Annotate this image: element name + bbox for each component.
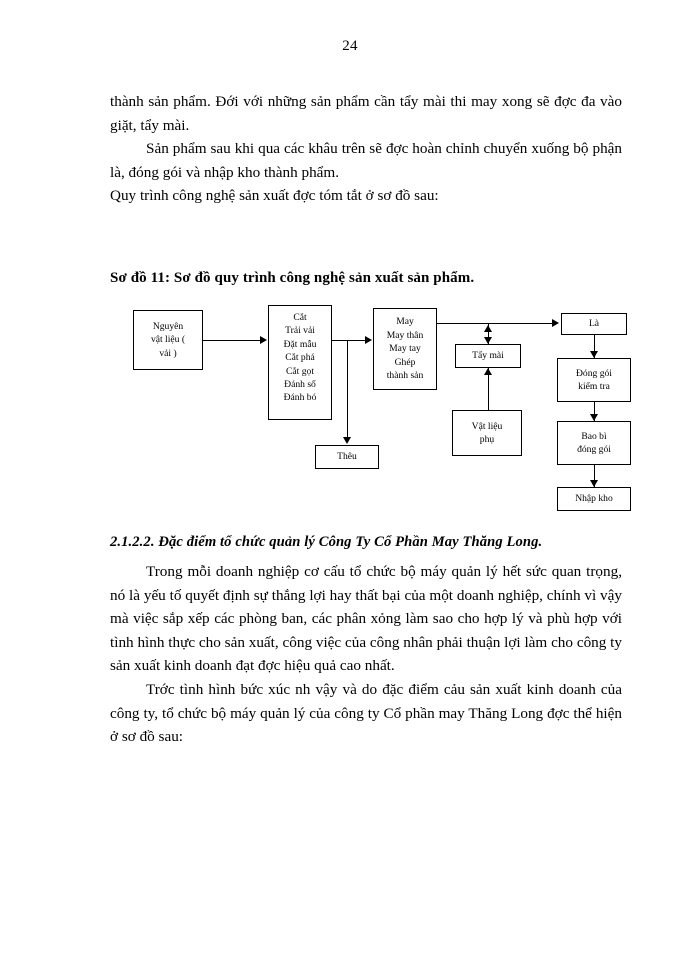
node-line: May thân <box>386 329 424 341</box>
node-line: Trải vải <box>285 325 315 337</box>
paragraph-2: Sản phẩm sau khi qua các khâu trên sẽ đợc hoàn chỉnh chuyển xuống bộ phận là, đóng gói và nhập kho thành phẩm. <box>110 140 622 181</box>
diagram-node-warehouse <box>557 487 631 511</box>
connector-aux-to-wash <box>488 368 489 410</box>
arrowhead-pack-to-box <box>590 414 598 421</box>
node-line: phụ <box>479 434 495 445</box>
node-line: Đánh số <box>284 379 316 391</box>
diagram-node-box-packing <box>557 421 631 465</box>
connector-box-to-store <box>594 465 595 487</box>
connector-pack-to-box <box>594 402 595 421</box>
node-line: vải ) <box>159 347 177 359</box>
node-line: Bao bì <box>581 430 607 442</box>
arrowhead-down-to-wash <box>484 337 492 344</box>
diagram-node-raw-material <box>133 310 203 370</box>
node-line: Thêu <box>337 451 357 463</box>
top-text-block <box>110 90 622 208</box>
node-line: Cắt phá <box>285 352 315 364</box>
connector-cut-to-embroidery <box>347 340 348 438</box>
node-line: Nhập kho <box>575 493 613 505</box>
arrowhead-box-to-store <box>590 480 598 487</box>
paragraph-1: thành sản phẩm. Đới với những sản phẩm cần tẩy mài thi may xong sẽ đợc đa vào giặt, tẩy mài. <box>110 93 622 134</box>
paragraph-4: Trong mỗi doanh nghiệp cơ cấu tổ chức bộ máy quản lý hết sức quan trọng, nó là yếu tố quyết định sự thắng lợi hay thất bại của một doanh nghiệp, chính vì vậy mà việc sắp xếp các phòng ban, các phân xỏng làm sao cho hợp lý và phù hợp với tình hình thực cho sản xuất, công việc của công nhân phải thuận lợi làm cho công ty sản xuất kinh doanh đạt đợc hiệu quả cao nhất. <box>110 563 622 675</box>
node-line: kiểm tra <box>578 381 610 392</box>
arrowhead-sew-to-iron <box>552 319 559 327</box>
diagram-node-embroidery <box>315 445 379 469</box>
section-heading: 2.1.2.2. Đặc điểm tổ chức quản lý Công Ty Cổ Phần May Thăng Long. <box>110 534 543 550</box>
node-line: Đóng gói <box>576 367 612 379</box>
diagram-caption: Sơ đồ 11: Sơ đồ quy trình công nghệ sản xuất sản phẩm. <box>110 270 475 286</box>
diagram-node-cutting <box>268 305 332 420</box>
arrowhead-up-from-wash <box>484 325 492 332</box>
arrowhead-cut-to-sew <box>365 336 372 344</box>
node-line: Ghép <box>394 356 416 368</box>
node-line: May <box>396 316 414 328</box>
connector-sew-to-iron <box>437 323 553 324</box>
arrowhead-iron-to-pack <box>590 351 598 358</box>
node-line: May tay <box>389 343 421 355</box>
diagram-node-sewing <box>373 308 437 390</box>
node-line: Vật liệu <box>471 420 503 432</box>
node-line: Nguyên <box>152 320 184 332</box>
connector-raw-to-cut <box>203 340 261 341</box>
node-line: Đánh bó <box>283 392 317 404</box>
arrowhead-aux-to-wash <box>484 368 492 375</box>
diagram-node-auxiliary-material <box>452 410 522 456</box>
arrowhead-raw-to-cut <box>260 336 267 344</box>
node-line: Tẩy mài <box>472 350 504 362</box>
page-number: 24 <box>342 38 358 54</box>
node-line: Là <box>588 318 600 330</box>
node-line: Cắt <box>293 312 307 323</box>
diagram-node-ironing <box>561 313 627 335</box>
diagram-node-washing <box>455 344 521 368</box>
paragraph-5: Trớc tình hình bức xúc nh vậy và do đặc điểm cảu sản xuất kinh doanh của công ty, tổ chức bộ máy quản lý của công ty Cổ phần may Thăng Long đợc thể hiện ở sơ đồ sau: <box>110 680 622 746</box>
node-line: vật liệu ( <box>150 334 186 346</box>
paragraph-3: Quy trình công nghệ sản xuất đợc tóm tắt ở sơ đồ sau: <box>110 187 439 205</box>
arrowhead-cut-to-embroidery <box>343 437 351 444</box>
bottom-text-block <box>110 560 622 749</box>
node-line: Cắt gọt <box>286 365 314 377</box>
node-line: đóng gói <box>577 444 611 455</box>
node-line: Đặt mẫu <box>283 338 317 350</box>
diagram-node-packing-check <box>557 358 631 402</box>
connector-iron-to-pack <box>594 335 595 358</box>
node-line: thành sản <box>386 370 424 382</box>
connector-cut-to-sew <box>332 340 365 341</box>
connector-line-to-wash <box>488 324 489 344</box>
